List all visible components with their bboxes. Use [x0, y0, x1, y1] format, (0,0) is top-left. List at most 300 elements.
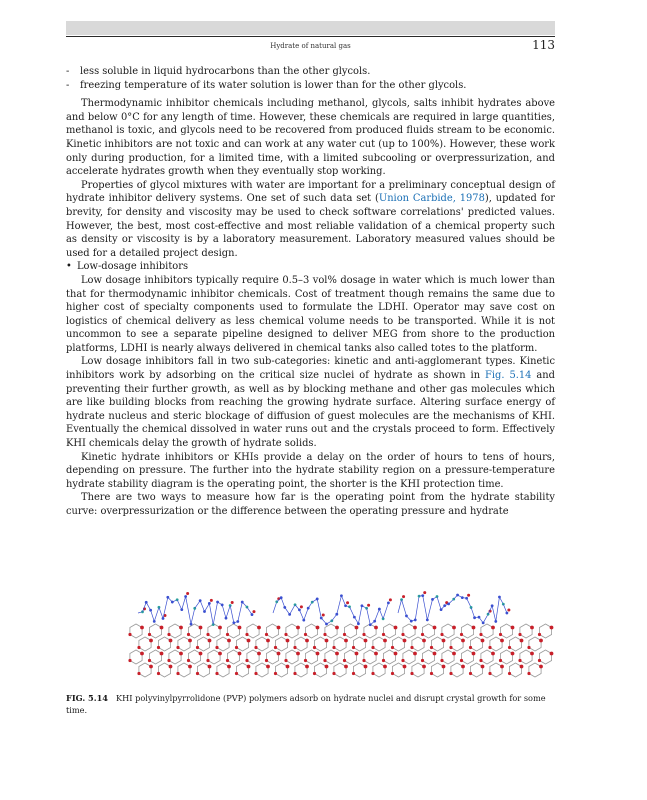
oxygen-atom: [266, 639, 270, 643]
oxygen-atom: [186, 592, 189, 595]
oxygen-atom: [507, 609, 510, 612]
hydrate-cage: [500, 650, 512, 664]
oxygen-atom: [188, 665, 192, 669]
polymer-bond: [290, 605, 295, 615]
oxygen-atom: [316, 652, 320, 656]
oxygen-atom: [440, 659, 443, 662]
caption-text: KHI polyvinylpyrrolidone (PVP) polymers adsorb on hydrate nuclei and disrupt crystal growth for some time.: [66, 693, 546, 715]
oxygen-atom: [128, 659, 131, 662]
oxygen-atom: [305, 639, 309, 643]
oxygen-atom: [371, 672, 374, 675]
polymer-bond: [367, 608, 371, 624]
oxygen-atom: [313, 672, 316, 675]
oxygen-atom: [433, 652, 437, 656]
polymer-atom: [378, 608, 381, 611]
oxygen-atom: [332, 672, 335, 675]
oxygen-atom: [467, 594, 470, 597]
hydrate-cage: [442, 624, 454, 638]
polymer-bond: [467, 598, 471, 607]
hydrate-cage: [217, 663, 229, 677]
oxygen-atom: [343, 633, 346, 636]
hydrate-cage: [305, 624, 317, 638]
oxygen-atom: [355, 652, 359, 656]
polymer-bond: [304, 608, 308, 620]
polymer-bond: [402, 600, 407, 616]
hydrate-cage: [247, 650, 259, 664]
hydrate-cage: [286, 650, 298, 664]
oxygen-atom: [252, 610, 255, 613]
oxygen-atom: [149, 665, 153, 669]
polymer-bond: [200, 601, 204, 612]
figure-caption: [66, 692, 555, 716]
oxygen-atom: [374, 626, 378, 630]
hydrate-cage: [353, 637, 365, 651]
polymer-atom: [502, 603, 505, 606]
oxygen-atom: [346, 601, 349, 604]
oxygen-atom: [254, 672, 257, 675]
hydrate-cage: [314, 663, 326, 677]
hydrate-cage: [529, 663, 541, 677]
list-marker: -: [66, 79, 70, 91]
hydrate-cage: [451, 637, 463, 651]
hydrate-cage: [286, 624, 298, 638]
hydrate-cage: [490, 637, 502, 651]
oxygen-atom: [227, 639, 231, 643]
list-item-text: less soluble in liquid hydrocarbons than the other glycols.: [80, 66, 371, 77]
oxygen-atom: [305, 665, 309, 669]
oxygen-atom: [231, 601, 234, 604]
oxygen-atom: [469, 646, 472, 649]
header-shade-bar: [66, 21, 555, 35]
hydrate-cage: [364, 624, 376, 638]
oxygen-atom: [245, 633, 248, 636]
paragraph-text: ), updated for brevity, for density and viscosity may be used to check software correlations' predicted values. However, the best, most cost-effective and most reliable validation of a chemical property such as density or viscosity is by a laboratory measurement. Laboratory measured values should be used for a detailed project design.: [66, 193, 555, 259]
oxygen-atom: [413, 626, 417, 630]
oxygen-atom: [157, 646, 160, 649]
oxygen-atom: [300, 605, 303, 608]
oxygen-atom: [518, 659, 521, 662]
oxygen-atom: [530, 626, 534, 630]
oxygen-atom: [335, 626, 339, 630]
list-marker: -: [66, 66, 70, 77]
oxygen-atom: [137, 672, 140, 675]
oxygen-atom: [430, 672, 433, 675]
hydrate-cage: [266, 624, 278, 638]
polymer-bond: [358, 606, 362, 624]
oxygen-atom: [140, 652, 144, 656]
oxygen-atom: [469, 672, 472, 675]
polymer-bond: [437, 597, 441, 610]
oxygen-atom: [140, 626, 144, 630]
oxygen-atom: [472, 652, 476, 656]
bullet-marker: •: [66, 261, 72, 273]
oxygen-atom: [218, 626, 222, 630]
hydrate-cage: [236, 637, 248, 651]
hydrate-cage: [247, 624, 259, 638]
polymer-bond: [154, 607, 159, 621]
polymer-bond: [299, 610, 303, 620]
paragraph-text: and preventing their further growth, as well as by blocking methane and other gas molecules which are like building blocks from reaching the growing hydrate surface. Altering surface energy of hydrate nucleus and steric blockage of diffusion of guest molecules are the mechanisms of KHI. Eventually the chemical dissolved in water runs out and the crystals proceed to form. Effectively KHI chemicals delay the growth of hydrate solids.: [66, 370, 555, 450]
oxygen-atom: [383, 639, 387, 643]
paragraph-measurement: There are two ways to measure how far is the operating point from the hydrate stability curve: overpressurization or the difference between the operating pressure and hydrate: [66, 492, 555, 517]
hydrate-cage: [256, 637, 268, 651]
hydrate-cage: [509, 663, 521, 677]
oxygen-atom: [403, 665, 407, 669]
oxygen-atom: [218, 652, 222, 656]
hydrate-cage: [383, 650, 395, 664]
oxygen-atom: [538, 633, 541, 636]
oxygen-atom: [374, 652, 378, 656]
hydrate-cage: [295, 637, 307, 651]
oxygen-atom: [481, 639, 485, 643]
hydrate-cage: [422, 624, 434, 638]
oxygen-atom: [402, 595, 405, 598]
paragraph-khi-delay: Kinetic hydrate inhibitors or KHIs provide a delay on the order of hours to tens of hours, depending on pressure. The further into the hydrate stability region on a pressure-temperature hydrate stability diagram is the operating point, the shorter is the KHI protection time.: [66, 451, 555, 490]
hydrate-cage: [275, 663, 287, 677]
hydrate-cage: [178, 637, 190, 651]
oxygen-atom: [293, 646, 296, 649]
oxygen-atom: [187, 659, 190, 662]
oxygen-atom: [304, 633, 307, 636]
polymer-atom: [482, 622, 485, 625]
oxygen-atom: [286, 665, 290, 669]
hydrate-cage: [188, 650, 200, 664]
polymer-atom: [171, 601, 174, 604]
polymer-bond: [177, 600, 182, 610]
hydrate-cage: [130, 624, 142, 638]
polymer-bond: [427, 599, 432, 620]
oxygen-atom: [442, 665, 446, 669]
hydrate-cage: [169, 624, 181, 638]
oxygen-atom: [179, 652, 183, 656]
hydrate-cage: [169, 650, 181, 664]
polymer-atom: [443, 604, 446, 607]
hydrate-cage: [256, 663, 268, 677]
hydrate-cage: [364, 650, 376, 664]
oxygen-atom: [367, 604, 370, 607]
oxygen-atom: [479, 633, 482, 636]
hydrate-cage: [178, 663, 190, 677]
oxygen-atom: [550, 626, 554, 630]
oxygen-atom: [332, 646, 335, 649]
oxygen-atom: [266, 665, 270, 669]
list-item: [66, 65, 555, 79]
hydrate-cage: [461, 650, 473, 664]
hydrate-cage: [344, 624, 356, 638]
oxygen-atom: [247, 665, 251, 669]
oxygen-atom: [355, 626, 359, 630]
oxygen-atom: [344, 665, 348, 669]
paragraph-text: Properties of glycol mixtures with water are important for a preliminary conceptual design of hydrate inhibitor delivery systems. One set of such data set (: [66, 179, 555, 205]
hydrate-cage: [392, 637, 404, 651]
oxygen-atom: [277, 652, 281, 656]
oxygen-atom: [187, 633, 190, 636]
polymer-bond: [205, 603, 210, 611]
hydrate-cage: [149, 650, 161, 664]
oxygen-atom: [382, 633, 385, 636]
polymer-bond: [142, 602, 146, 612]
citation-link-union-carbide[interactable]: Union Carbide, 1978: [378, 193, 485, 205]
running-title: Hydrate of natural gas: [270, 42, 351, 50]
hydrate-cage: [314, 637, 326, 651]
oxygen-atom: [206, 633, 209, 636]
oxygen-atom: [394, 652, 398, 656]
figure-label: FIG. 5.14: [66, 693, 108, 703]
polymer-bond: [191, 608, 195, 624]
oxygen-atom: [352, 672, 355, 675]
hydrate-cage: [373, 637, 385, 651]
oxygen-atom: [401, 633, 404, 636]
oxygen-atom: [452, 652, 456, 656]
polymer-bond: [238, 602, 242, 621]
polymer-atom: [141, 610, 144, 613]
oxygen-atom: [208, 639, 212, 643]
oxygen-atom: [325, 639, 329, 643]
oxygen-atom: [410, 646, 413, 649]
oxygen-atom: [383, 665, 387, 669]
hydrate-cage: [325, 650, 337, 664]
oxygen-atom: [235, 646, 238, 649]
polymer-bond: [281, 598, 285, 608]
oxygen-atom: [362, 659, 365, 662]
hydrate-cage: [539, 624, 551, 638]
oxygen-atom: [508, 646, 511, 649]
oxygen-atom: [371, 646, 374, 649]
oxygen-atom: [286, 639, 290, 643]
hydrate-cage: [481, 650, 493, 664]
oxygen-atom: [520, 665, 524, 669]
polymer-bond: [186, 597, 191, 625]
oxygen-atom: [422, 639, 426, 643]
oxygen-atom: [500, 665, 504, 669]
oxygen-atom: [413, 652, 417, 656]
polymer-bond: [182, 597, 186, 610]
hydrate-cage: [412, 637, 424, 651]
oxygen-atom: [530, 652, 534, 656]
oxygen-atom: [422, 665, 426, 669]
oxygen-atom: [196, 672, 199, 675]
oxygen-atom: [343, 659, 346, 662]
polymer-atom: [498, 596, 501, 599]
oxygen-atom: [148, 659, 151, 662]
polymer-bond: [151, 610, 155, 621]
oxygen-atom: [421, 633, 424, 636]
khi-pvp-molecular-figure: [128, 583, 558, 683]
oxygen-atom: [461, 639, 465, 643]
polymer-bond: [222, 605, 226, 618]
hydrate-cage: [208, 624, 220, 638]
polymer-bond: [273, 602, 277, 613]
hydrate-cage: [334, 663, 346, 677]
oxygen-atom: [511, 652, 515, 656]
paragraph-glycol-properties: [66, 179, 555, 261]
hydrate-cage: [208, 650, 220, 664]
oxygen-atom: [479, 659, 482, 662]
paragraph-thermodynamic-inhibitors: Thermodynamic inhibitor chemicals including methanol, glycols, salts inhibit hydrates above and below 0°C for any length of time. However, these chemicals are required in large quantities, methanol is toxic, and glycols need to be recovered from produced fluids stream to be economic. Kinetic inhibitors are not toxic and can work at any water cut (up to 100%). However, these work only during production, for a limited time, with a limited subcooling or overpressurization, and accelerate hydrates growth when they eventually stop working.: [66, 98, 555, 178]
oxygen-atom: [227, 665, 231, 669]
oxygen-atom: [460, 633, 463, 636]
hydrate-cage: [227, 624, 239, 638]
hydrate-cage: [275, 637, 287, 651]
polymer-bond: [379, 609, 383, 619]
oxygen-atom: [296, 652, 300, 656]
figure-reference-link[interactable]: Fig. 5.14: [485, 370, 532, 382]
hydrate-cage: [509, 637, 521, 651]
oxygen-atom: [362, 633, 365, 636]
oxygen-atom: [196, 646, 199, 649]
polymer-bond: [398, 600, 402, 613]
oxygen-atom: [284, 659, 287, 662]
polymer-bond: [213, 602, 217, 625]
polymer-atom: [298, 608, 301, 611]
hydrate-cage: [197, 637, 209, 651]
oxygen-atom: [539, 665, 543, 669]
polymer-bond: [209, 603, 213, 624]
oxygen-atom: [169, 639, 173, 643]
hydrate-cage: [217, 637, 229, 651]
polymer-bond: [492, 606, 496, 622]
hydrate-cage: [500, 624, 512, 638]
oxygen-atom: [538, 659, 541, 662]
hydrate-cage: [149, 624, 161, 638]
oxygen-atom: [179, 626, 183, 630]
oxygen-atom: [508, 672, 511, 675]
oxygen-atom: [176, 672, 179, 675]
oxygen-atom: [488, 672, 491, 675]
hydrate-cage: [451, 663, 463, 677]
oxygen-atom: [430, 646, 433, 649]
hydrate-cage: [227, 650, 239, 664]
oxygen-atom: [137, 646, 140, 649]
hydrate-cage: [520, 624, 532, 638]
hydrate-cage: [431, 663, 443, 677]
polymer-bond: [226, 606, 230, 619]
polymer-bond: [195, 601, 200, 609]
oxygen-atom: [157, 672, 160, 675]
hydrate-cage: [130, 650, 142, 664]
oxygen-atom: [167, 633, 170, 636]
oxygen-atom: [323, 659, 326, 662]
oxygen-atom: [364, 665, 368, 669]
oxygen-atom: [499, 633, 502, 636]
body-text: [66, 65, 555, 519]
paragraph-text: Low dosage inhibitors fall in two sub-categories: kinetic and anti-agglomerant types. Kinetic inhibitors work by adsorbing on the critical size nuclei of hydrate as shown in: [66, 356, 555, 382]
oxygen-atom: [433, 626, 437, 630]
oxygen-atom: [296, 626, 300, 630]
oxygen-atom: [410, 672, 413, 675]
hydrate-cage: [490, 663, 502, 677]
oxygen-atom: [160, 652, 164, 656]
oxygen-atom: [449, 672, 452, 675]
oxygen-atom: [335, 652, 339, 656]
oxygen-atom: [226, 633, 229, 636]
polymer-bond: [337, 596, 342, 614]
hydrate-cage: [392, 663, 404, 677]
polymer-atom: [387, 602, 390, 605]
oxygen-atom: [491, 626, 495, 630]
oxygen-atom: [527, 646, 530, 649]
oxygen-atom: [169, 665, 173, 669]
hydrate-cage: [422, 650, 434, 664]
hydrate-cage: [158, 663, 170, 677]
polymer-bond: [415, 596, 419, 620]
hydrate-cage: [520, 650, 532, 664]
oxygen-atom: [304, 659, 307, 662]
oxygen-atom: [160, 626, 164, 630]
oxygen-atom: [539, 639, 543, 643]
oxygen-atom: [199, 626, 203, 630]
oxygen-atom: [238, 652, 242, 656]
hydrate-cage: [334, 637, 346, 651]
hydrate-cage: [383, 624, 395, 638]
polymer-bond: [341, 596, 345, 606]
oxygen-atom: [148, 633, 151, 636]
hydrate-cage: [344, 650, 356, 664]
oxygen-atom: [518, 633, 521, 636]
polymer-bond: [471, 607, 475, 617]
polymer-bond: [503, 604, 507, 613]
oxygen-atom: [322, 613, 325, 616]
oxygen-atom: [210, 599, 213, 602]
polymer-bond: [230, 606, 234, 623]
oxygen-atom: [274, 646, 277, 649]
oxygen-atom: [499, 659, 502, 662]
oxygen-atom: [472, 626, 476, 630]
oxygen-atom: [215, 646, 218, 649]
running-header: [66, 40, 555, 54]
oxygen-atom: [257, 626, 261, 630]
polymer-bond: [423, 596, 428, 620]
hydrate-cage: [139, 637, 151, 651]
oxygen-atom: [235, 672, 238, 675]
hydrate-cage: [197, 663, 209, 677]
hydrate-cage: [470, 637, 482, 651]
oxygen-atom: [527, 672, 530, 675]
oxygen-atom: [344, 639, 348, 643]
header-rule: [66, 36, 555, 37]
oxygen-atom: [511, 626, 515, 630]
hydrate-cage: [529, 637, 541, 651]
oxygen-atom: [491, 652, 495, 656]
oxygen-atom: [394, 626, 398, 630]
polymer-atom: [456, 594, 459, 597]
list-item-text: freezing temperature of its water solution is lower than for the other glycols.: [80, 79, 467, 91]
list-item: [66, 79, 555, 93]
hydrate-cage: [403, 624, 415, 638]
hydrate-cage: [373, 663, 385, 677]
oxygen-atom: [265, 659, 268, 662]
oxygen-atom: [238, 626, 242, 630]
hydrate-cage: [353, 663, 365, 677]
hydrate-cage: [461, 624, 473, 638]
oxygen-atom: [277, 626, 281, 630]
oxygen-atom: [167, 659, 170, 662]
oxygen-atom: [500, 639, 504, 643]
oxygen-atom: [313, 646, 316, 649]
paragraph-subcategories: [66, 355, 555, 450]
oxygen-atom: [460, 659, 463, 662]
oxygen-atom: [254, 646, 257, 649]
oxygen-atom: [284, 633, 287, 636]
bullet-item: [66, 260, 555, 274]
oxygen-atom: [257, 652, 261, 656]
oxygen-atom: [401, 659, 404, 662]
hydrate-cage: [481, 624, 493, 638]
hydrate-cage: [431, 637, 443, 651]
polymer-atom: [251, 613, 254, 616]
oxygen-atom: [382, 659, 385, 662]
oxygen-atom: [423, 591, 426, 594]
